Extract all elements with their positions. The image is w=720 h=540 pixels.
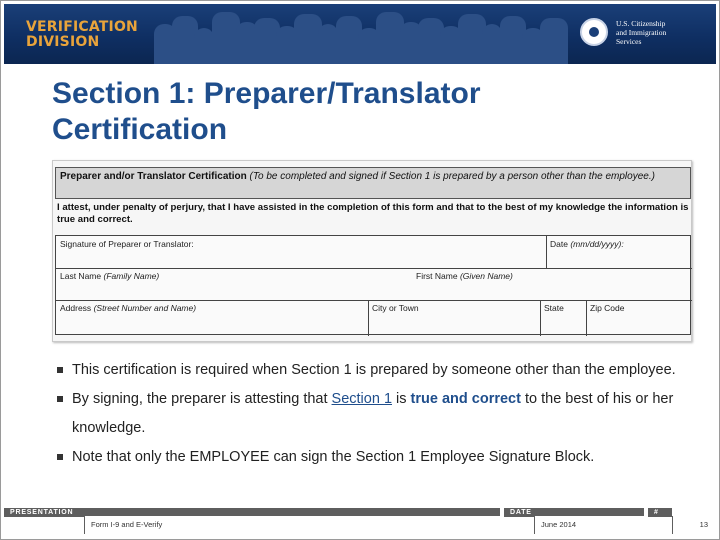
slide-footer bbox=[4, 506, 716, 536]
footer-date-label: DATE bbox=[504, 508, 644, 517]
footer-page-label: # bbox=[648, 508, 672, 517]
city-label: City or Town bbox=[372, 303, 419, 313]
crowd-silhouette-image bbox=[154, 4, 574, 64]
form-section-header bbox=[55, 167, 691, 199]
slide-title: Section 1: Preparer/Translator Certification bbox=[52, 77, 481, 146]
zip-label: Zip Code bbox=[590, 303, 625, 313]
emphasis-true-correct: true and correct bbox=[410, 391, 521, 407]
form-attestation: I attest, under penalty of perjury, that I have assisted in the completion of this form and that to the best of my knowledge the information is true and correct. bbox=[57, 202, 689, 225]
form-header-note: (To be completed and signed if Section 1 is prepared by a person other than the employee.) bbox=[249, 171, 655, 182]
state-label: State bbox=[544, 303, 564, 313]
form-header-title: Preparer and/or Translator Certification bbox=[60, 171, 247, 182]
dhs-seal-icon bbox=[580, 18, 608, 46]
banner-title-line2: DIVISION bbox=[26, 34, 100, 50]
bullet-item-1: This certification is required when Section 1 is prepared by someone other than the employee. bbox=[56, 356, 696, 385]
footer-presentation-label: PRESENTATION bbox=[4, 508, 500, 517]
bullet-item-3: Note that only the EMPLOYEE can sign the Section 1 Employee Signature Block. bbox=[56, 443, 696, 472]
first-name-label: First Name (Given Name) bbox=[416, 271, 513, 281]
footer-presentation-value: Form I-9 and E-Verify bbox=[84, 516, 500, 534]
footer-date-value: June 2014 bbox=[534, 516, 644, 534]
header-banner bbox=[4, 4, 716, 64]
last-name-label: Last Name (Family Name) bbox=[60, 271, 160, 281]
date-label: Date (mm/dd/yyyy): bbox=[550, 239, 624, 249]
bullet-list bbox=[56, 356, 696, 472]
section-1-link[interactable]: Section 1 bbox=[331, 391, 393, 407]
form-scan-image bbox=[52, 160, 692, 342]
address-label: Address (Street Number and Name) bbox=[60, 303, 197, 313]
page-number: 13 bbox=[672, 516, 712, 534]
agency-name: U.S. Citizenship and Immigration Services bbox=[616, 19, 667, 46]
division-logo-text bbox=[26, 20, 138, 50]
banner-title-line1: VERIFICATION bbox=[26, 19, 138, 35]
bullet-item-2: By signing, the preparer is attesting that Section 1 is true and correct to the best of his or her knowledge. bbox=[56, 385, 696, 443]
form-field-grid bbox=[55, 235, 691, 335]
signature-label: Signature of Preparer or Translator: bbox=[60, 239, 194, 249]
